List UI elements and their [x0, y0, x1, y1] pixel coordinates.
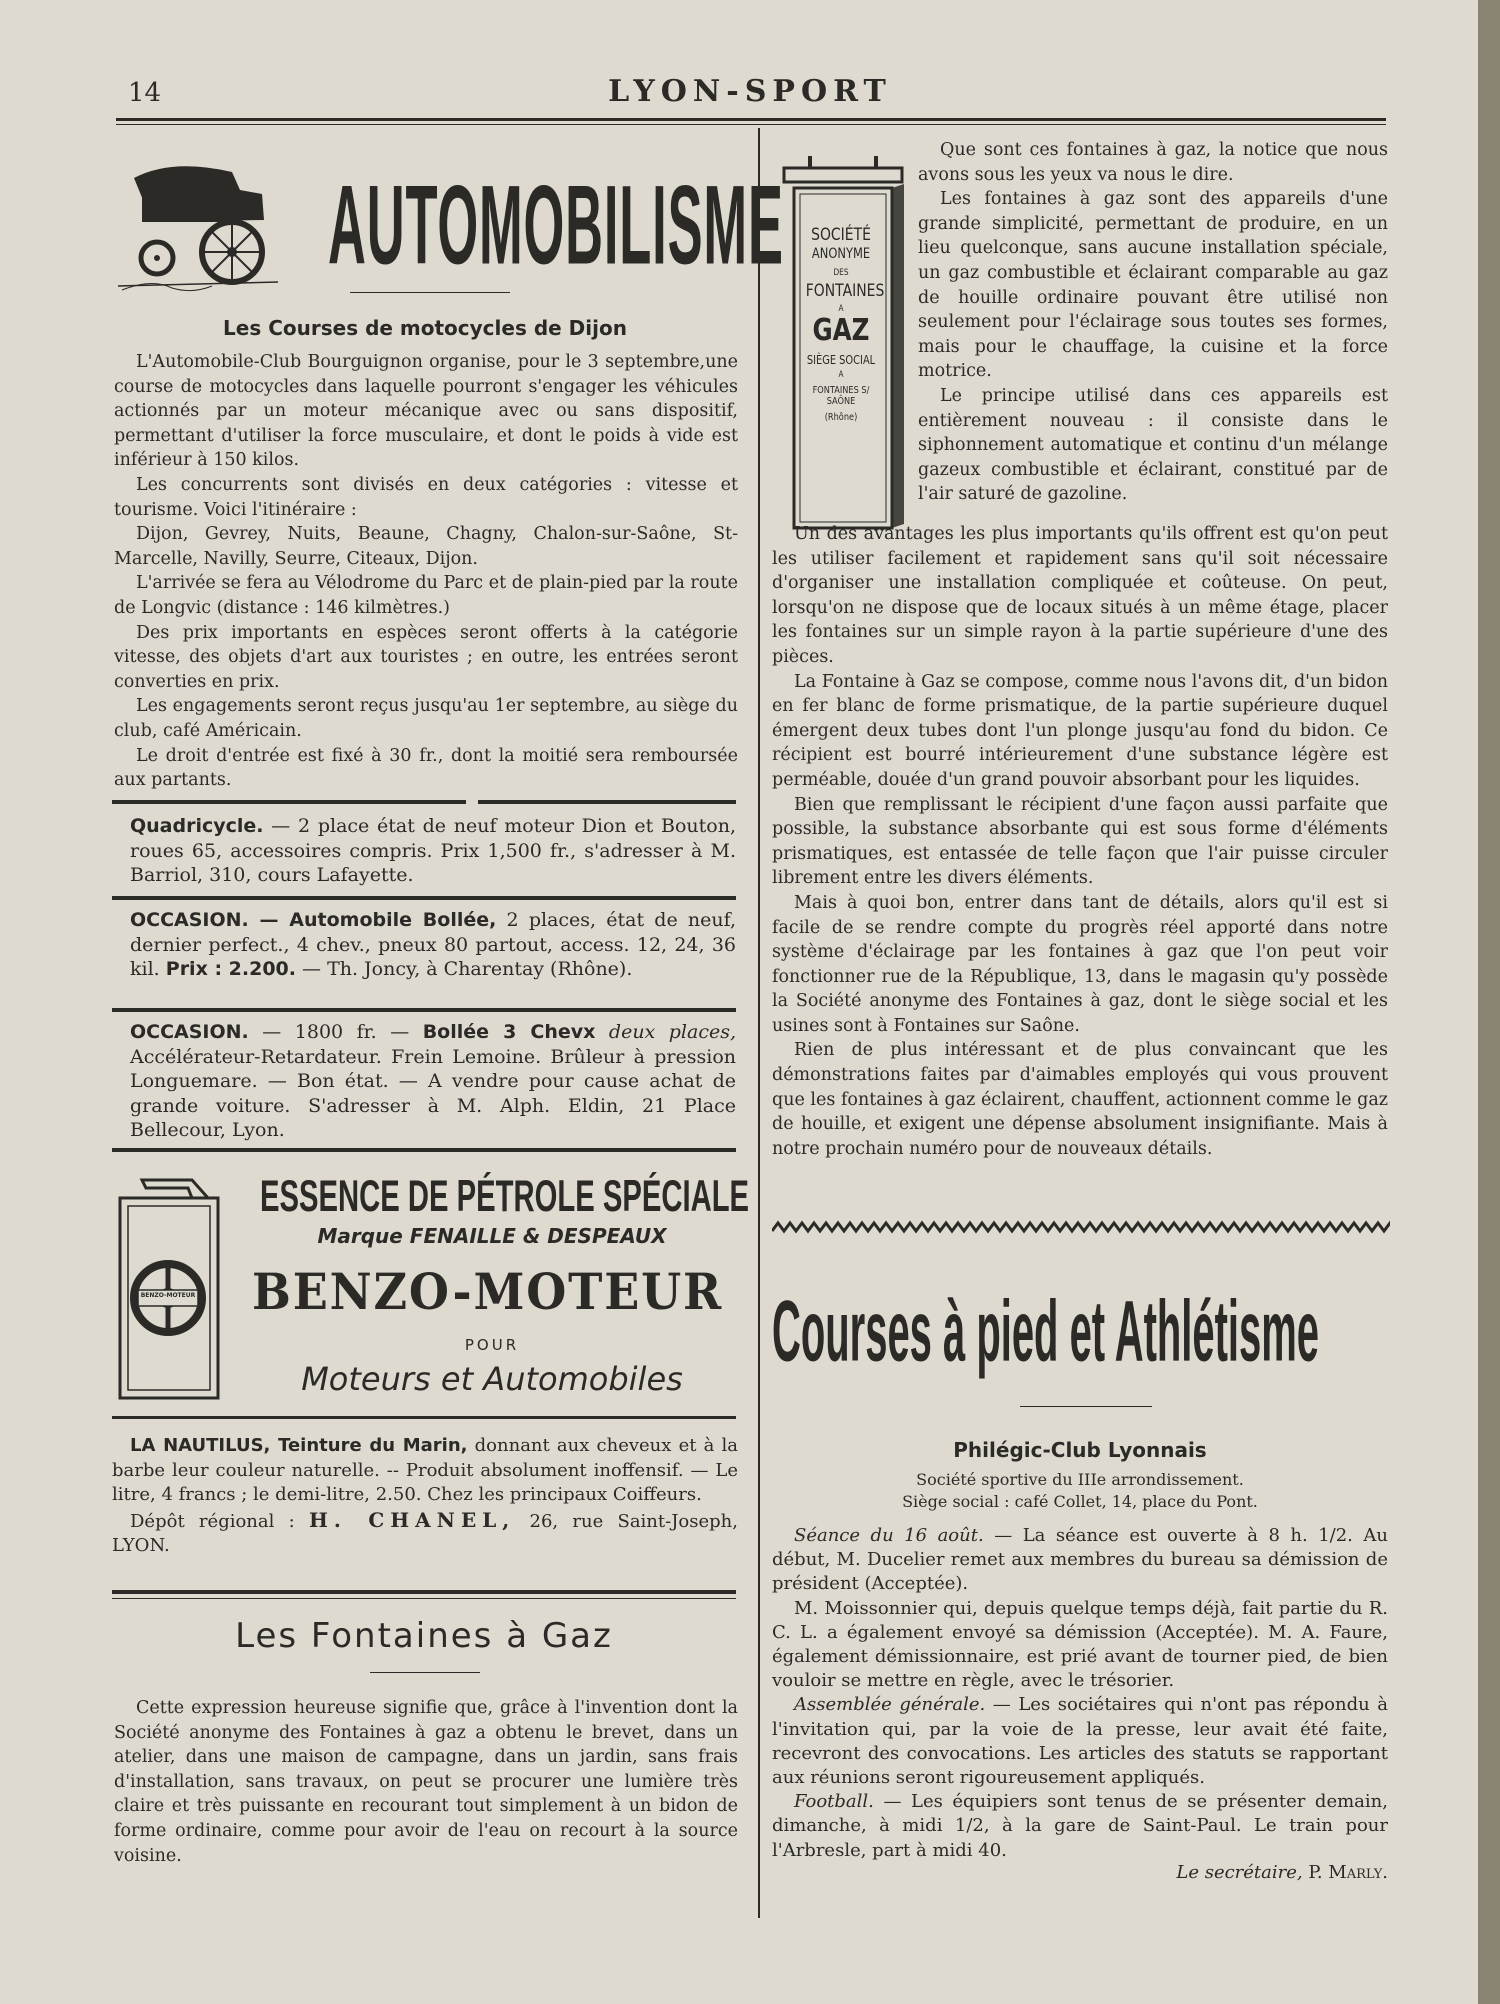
nautilus-lead: LA NAUTILUS, Teinture du Marin, [130, 1435, 468, 1456]
nautilus-ad [112, 1434, 738, 1559]
fuel-can-label: BENZO-MOTEUR [140, 1292, 196, 1299]
sign-line: FONTAINES S/ SAÔNE [812, 384, 870, 408]
article-paragraph: Les fontaines à gaz sont des appareils d'une grande simplicité, permettant de produire, en un lieu quelconque, sans aucune installation spéciale, un gaz combustible et éclairant comparable au gaz de houille ordinaire pouvant être utilisé non seulement pour l'éclairage sous toutes ses formes, mais pour le chauffage, la cuisine et la force motrice. [918, 189, 1388, 382]
automobilisme-article [114, 350, 738, 793]
article-paragraph: L'arrivée se fera au Vélodrome du Parc et de plain-pied par la route de Longvic (distance : 146 kilmètres.) [114, 573, 738, 618]
sign-line: ANONYME [811, 245, 871, 262]
article-paragraph: M. Moissonnier qui, depuis quelque temps déjà, fait partie du R. C. L. a également envoyé sa démission (Acceptée). M. A. Faure, également démissionnaire, est prié avant de tourner pied, de bien vouloir se mettre en règle, avec le trésorier. [772, 1597, 1388, 1692]
signature-name: P. Marly. [1308, 1861, 1388, 1883]
classified-text: — 1800 fr. — [262, 1021, 410, 1043]
automobile-illustration [112, 150, 284, 300]
athletisme-article [772, 1524, 1388, 1885]
title-underline [370, 1672, 480, 1673]
nautilus-text: donnant aux cheveux et à la barbe leur couleur naturelle. -- Produit absolument inoffensif. — Le litre, 4 francs ; le demi-litre, 2.50. Chez les principaux Coiffeurs. [112, 1435, 738, 1506]
classified-text: — 2 place état de neuf moteur Dion et Bouton, roues 65, accessoires compris. Prix 1,500 fr., s'adresser à M. Barriol, 310, cours Lafayette. [130, 815, 736, 887]
fontaine-sign-text [805, 225, 885, 423]
club-address: Siège social : café Collet, 14, place du Pont. [902, 1492, 1258, 1511]
essence-line3: BENZO-MOTEUR [252, 1262, 724, 1321]
sign-line: FONTAINES [805, 280, 885, 301]
club-name: Philégic-Club Lyonnais [953, 1438, 1207, 1462]
divider [112, 800, 466, 804]
page-number: 14 [128, 78, 162, 108]
sign-line: SOCIÉTÉ [811, 225, 871, 245]
essence-line4: POUR [464, 1336, 520, 1354]
signature-role: Le secrétaire, [1176, 1861, 1303, 1883]
nautilus-depot: Dépôt régional : [130, 1510, 295, 1532]
sign-line: A [838, 370, 844, 381]
article-paragraph: Le droit d'entrée est fixé à 30 fr., dont la moitié sera remboursée aux partants. [114, 745, 738, 791]
divider [112, 1148, 736, 1152]
article-paragraph: Des prix importants en espèces seront offerts à la catégorie vitesse, des objets d'art aux touristes ; en outre, les entrées seront converties en prix. [114, 622, 738, 692]
classified-quadricycle [130, 814, 736, 888]
divider [112, 896, 736, 900]
divider-thin [112, 1598, 736, 1599]
header-rule-thin [116, 124, 1386, 125]
club-subtitle: Société sportive du IIIe arrondissement. [916, 1470, 1244, 1489]
divider [478, 800, 736, 804]
classified-occasion [130, 1020, 736, 1143]
article-paragraph: La Fontaine à Gaz se compose, comme nous l'avons dit, d'un bidon en fer blanc de forme prismatique, de la partie supérieure duquel émergent deux tubes dont l'un plonge jusqu'au fond du bidon. Ce récipient est bourré intérieurement d'une substance légère est perméable, douée d'un grand pouvoir absorbant pour les liquides. [772, 671, 1388, 790]
essence-line5: Moteurs et Automobiles [301, 1360, 683, 1398]
section-lead: Séance du 16 août. [794, 1525, 984, 1546]
fontaines-col2-wide [772, 522, 1388, 1161]
header-rule [116, 118, 1386, 121]
section-lead: Football. [794, 1791, 874, 1813]
article-paragraph: Le principe utilisé dans ces appareils est entièrement nouveau : il consiste dans le siphonnement automatique et continu d'un mélange gazeux combustible et éclairant, constitué par de l'air saturé de gazoline. [918, 385, 1388, 505]
automobilisme-title: AUTOMOBILISME [328, 161, 784, 288]
title-underline [350, 292, 510, 293]
article-paragraph: Bien que remplissant le récipient d'une façon aussi parfaite que possible, la substance absorbante qui est sous forme d'éléments prismatiques, est entassée de telle façon que l'air puisse circuler librement entre les divers éléments. [772, 794, 1388, 889]
journal-title: LYON-SPORT [608, 74, 892, 109]
classified-lead: OCCASION. [130, 1021, 249, 1043]
classified-price: Prix : 2.200. [165, 958, 296, 981]
sign-line: A [838, 303, 844, 314]
essence-line1: ESSENCE DE PÉTROLE SPÉCIALE [260, 1172, 750, 1222]
fontaines-intro [114, 1696, 738, 1868]
classified-lead: OCCASION. — Automobile Bollée, [130, 909, 497, 931]
nautilus-address: 26, rue Saint-Joseph, LYON. [112, 1510, 738, 1557]
binding-edge [1478, 0, 1500, 2004]
article-paragraph: Les concurrents sont divisés en deux catégories : vitesse et tourisme. Voici l'itinéraire : [114, 474, 738, 520]
zigzag-ornament [772, 1220, 1390, 1234]
article-paragraph: — Les équipiers sont tenus de se présenter demain, dimanche, à midi 1/2, à la gare de Saint-Paul. Le train pour l'Arbresle, part à midi 40. [772, 1791, 1388, 1861]
column-divider [758, 128, 760, 1918]
fontaines-col2-narrow [918, 138, 1388, 507]
classified-bollee [130, 908, 736, 982]
article-paragraph: — La séance est ouverte à 8 h. 1/2. Au début, M. Ducelier remet aux membres du bureau sa démission de président (Acceptée). [772, 1525, 1388, 1595]
article-paragraph: Que sont ces fontaines à gaz, la notice que nous avons sous les yeux va nous le dire. [918, 140, 1388, 185]
classified-tail: — Th. Joncy, à Charentay (Rhône). [302, 958, 633, 981]
article-paragraph: Les engagements seront reçus jusqu'au 1er septembre, au siège du club, café Américain. [114, 696, 738, 741]
fontaines-intro-text: Cette expression heureuse signifie que, grâce à l'invention dont la Société anonyme des Fontaines à gaz a obtenu le brevet, dans un atelier, dans une maison de campagne, dans un jardin, sans frais d'installation, sans travaux, on peut se procurer une lumière très claire et très puissante en recourant tout simplement à un bidon de forme ordinaire, comme pour avoir de l'eau on recourt à la source voisine. [114, 1698, 738, 1866]
essence-line2: Marque FENAILLE & DESPEAUX [317, 1224, 667, 1248]
article-paragraph: Rien de plus intéressant et de plus convaincant que les démonstrations faites par d'aimables employés qui vous prouvent que les fontaines à gaz éclairent, chauffent, actionnent comme le gaz de houille, et exigent une dépense absolument insignifiante. Mais à notre prochain numéro pour de nouveaux détails. [772, 1040, 1388, 1159]
ad-bottom-rule [112, 1416, 736, 1419]
classified-lead: Quadricycle. [130, 815, 264, 837]
nautilus-name: H. CHANEL, [308, 1507, 516, 1532]
sign-line: GAZ [812, 312, 870, 348]
classified-bold: Bollée 3 Chevx [422, 1021, 596, 1043]
divider [112, 1008, 736, 1012]
article-paragraph: Dijon, Gevrey, Nuits, Beaune, Chagny, Chalon-sur-Saône, St-Marcelle, Navilly, Seurre, Citeaux, Dijon. [114, 524, 738, 569]
fuel-can-illustration [112, 1172, 224, 1402]
sign-line: DES [833, 267, 849, 278]
article-paragraph: L'Automobile-Club Bourguignon organise, pour le 3 septembre,une course de motocycles dans laquelle pourront s'engager les véhicules actionnés par un moteur mécanique avec ou sans dispositif, permettant d'utiliser la force musculaire, et dont le poids à vide est inférieur à 150 kilos. [114, 352, 738, 471]
sign-line: SIÈGE SOCIAL [806, 353, 876, 368]
section-lead: Assemblée générale. [794, 1694, 986, 1716]
article-paragraph: Mais à quoi bon, entrer dans tant de détails, alors qu'il est si facile de se rendre compte du progrès réel apporté dans notre système d'éclairage par les fontaines à gaz que l'on peut voir fonctionner rue de la République, 13, dans le magasin qu'y possède la Société anonyme des Fontaines à gaz, dont le siège social et les usines sont à Fontaines sur Saône. [772, 892, 1388, 1036]
automobilisme-subtitle: Les Courses de motocycles de Dijon [223, 316, 627, 340]
title-underline [1020, 1406, 1152, 1407]
classified-italic: deux places, [608, 1021, 737, 1043]
divider [112, 1590, 736, 1594]
article-paragraph: — Les sociétaires qui n'ont pas répondu à l'invitation qui, par la voie de la presse, leur avait été faite, recevront des convocations. Les articles des statuts se rapportant aux réunions seront rigoureusement appliqués. [772, 1694, 1388, 1789]
classified-text: 2 places, état de neuf, dernier perfect., 4 chev., pneux 80 partout, access. 12, 24, 36 kil. [130, 909, 736, 981]
fontaines-title: Les Fontaines à Gaz [235, 1616, 613, 1656]
athletisme-title: Courses à pied et Athlétisme [772, 1283, 1320, 1380]
sign-line: (Rhône) [824, 411, 858, 423]
classified-tail: Accélérateur-Retardateur. Frein Lemoine. Brûleur à pression Longuemare. — Bon état. — A vendre pour cause achat de grande voiture. S'adresser à M. Alph. Eldin, 21 Place Bellecour, Lyon. [130, 1045, 736, 1142]
article-paragraph: Un des avantages les plus importants qu'ils offrent est qu'on peut les utiliser facilement et rapidement sans qu'il soit nécessaire d'organiser une installation compliquée et coûteuse. On peut, lorsqu'on ne dispose que de locaux situés à un même étage, placer les fontaines sur un simple rayon à la partie supérieure d'une des pièces. [772, 524, 1388, 667]
